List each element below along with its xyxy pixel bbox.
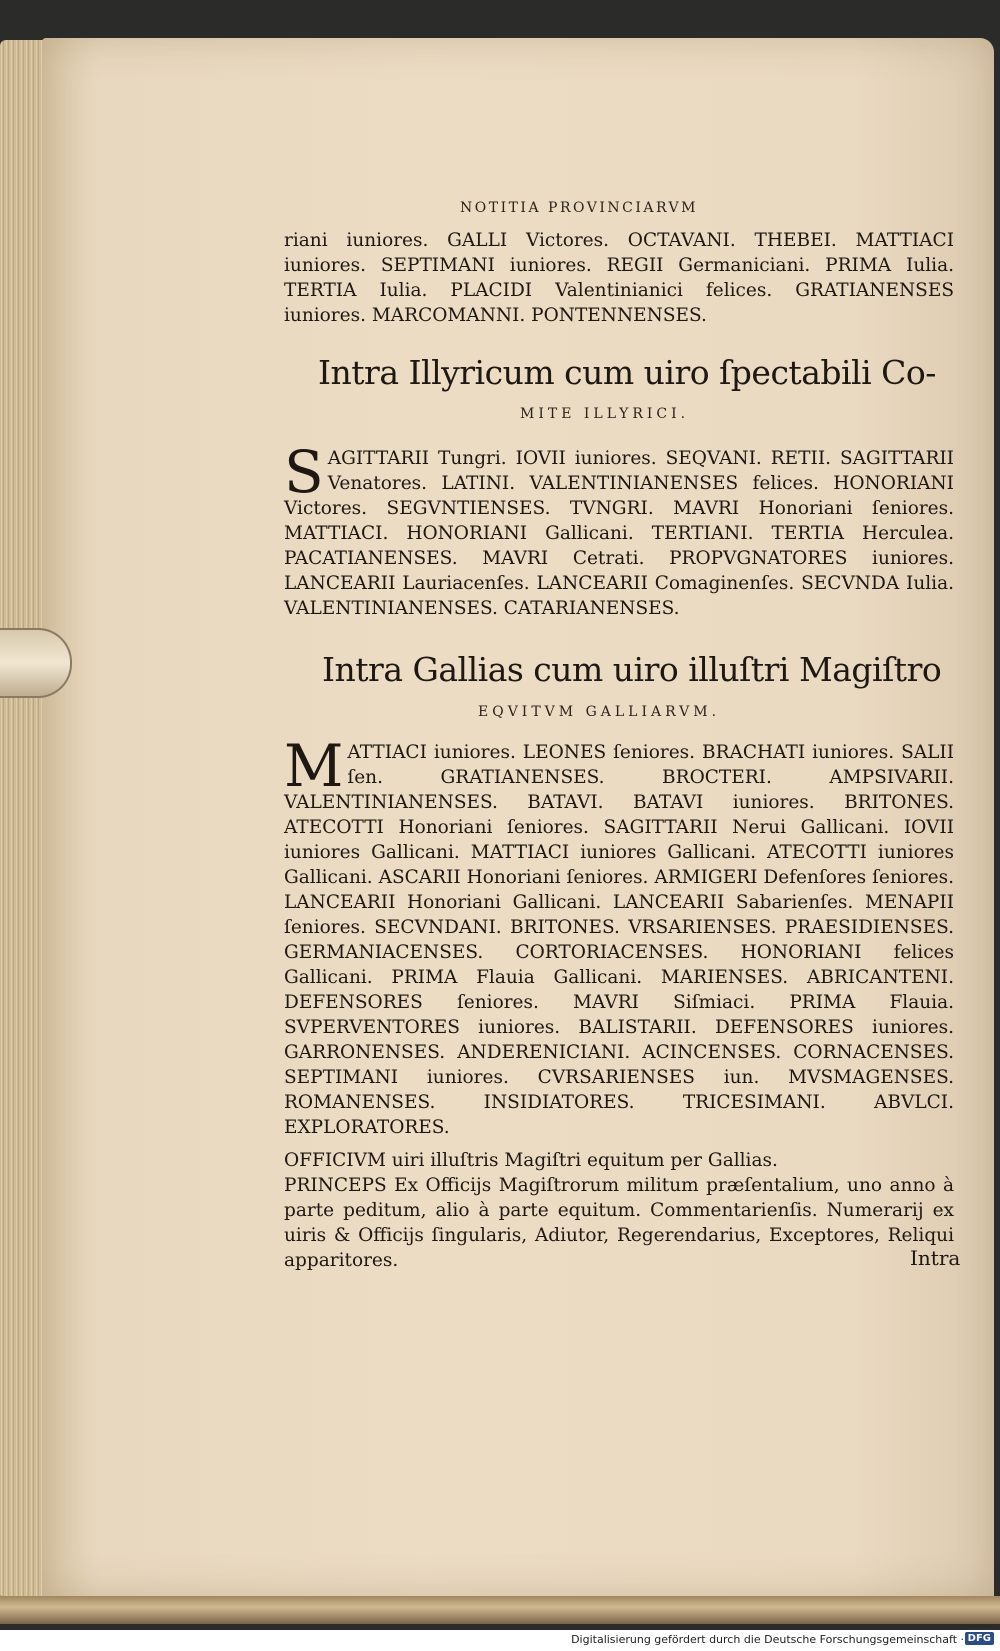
drop-cap-s: S bbox=[284, 438, 324, 506]
officium-line: OFFICIVM uiri illuſtris Magiſtri equitum per Gallias. bbox=[284, 1150, 778, 1171]
continuation-text-block bbox=[284, 228, 954, 328]
page-clip bbox=[0, 628, 72, 698]
footer-credit: Digitalisierung gefördert durch die Deutsche Forschungsgemeinschaft · bbox=[571, 1633, 964, 1646]
section-subheading-illyricum: MITE ILLYRICI. bbox=[520, 406, 690, 422]
continuation-text: riani iuniores. GALLI Victores. OCTAVANI. THEBEI. MATTIACI iuniores. SEPTIMANI iuniores. REGII Germaniciani. PRIMA Iulia. TERTIA Iulia. PLACIDI Valentinianici felices. GRATIANENSES iuniores. MARCOMANNI. PONTENNENSES. bbox=[284, 230, 954, 326]
illyricum-text-block bbox=[284, 438, 954, 621]
book-bottom-edge bbox=[0, 1596, 1000, 1624]
section-heading-gallias: Intra Gallias cum uiro illuſtri Magiſtro bbox=[322, 650, 942, 689]
gallias-units-text: ATTIACI iuniores. LEONES ſeniores. BRACHATI iuniores. SALII ſen. GRATIANENSES. BROCTERI. AMPSIVARII. VALENTINIANENSES. BATAVI. BATAVI iuniores. BRITONES. ATECOTTI Honoriani ſeniores. SAGITTARII Nerui Gallicani. IOVII iuniores Gallicani. MATTIACI iuniores Gallicani. ATECOTTI iuniores Gallicani. ASCARII Honoriani ſeniores. ARMIGERI Defenſores ſeniores. LANCEARII Honoriani Gallicani. LANCEARII Sabarienſes. MENAPII ſeniores. SECVNDANI. BRITONES. VRSARIENSES. PRAESIDIENSES. GERMANIACENSES. CORTORIACENSES. HONORIANI felices Gallicani. PRIMA Flauia Gallicani. MARIENSES. ABRICANTENI. DEFENSORES ſeniores. MAVRI Siſmiaci. PRIMA Flauia. SVPERVENTORES iuniores. BALISTARII. DEFENSORES iuniores. GARRONENSES. ANDERENICIANI. ACINCENSES. CORNACENSES. SEPTIMANI iuniores. CVRSARIENSES iun. MVSMAGENSES. ROMANENSES. INSIDIATORES. TRICESIMANI. ABVLCI. EXPLORATORES. bbox=[284, 742, 954, 1138]
gallias-text-block bbox=[284, 732, 954, 1273]
dfg-logo: DFG bbox=[965, 1632, 994, 1645]
drop-cap-m: M bbox=[284, 732, 344, 800]
princeps-text: PRINCEPS Ex Officijs Magiſtrorum militum præſentalium, uno anno à parte peditum, alio à parte equitum. Commentarienſis. Numerarij ex uiris & Officijs ſingularis, Adiutor, Regerendarius, Exceptores, Reliqui apparitores. bbox=[284, 1175, 954, 1271]
section-subheading-gallias: EQVITVM GALLIARVM. bbox=[478, 704, 721, 720]
section-heading-illyricum: Intra Illyricum cum uiro ſpectabili Co- bbox=[318, 353, 936, 392]
running-head: NOTITIA PROVINCIARVM bbox=[460, 200, 698, 216]
illyricum-units-text: AGITTARII Tungri. IOVII iuniores. SEQVANI. RETII. SAGITTARII Venatores. LATINI. VALENTINIANENSES felices. HONORIANI Victores. SEGVNTIENSES. TVNGRI. MAVRI Honoriani ſeniores. MATTIACI. HONORIANI Gallicani. TERTIANI. TERTIA Herculea. PACATIANENSES. MAVRI Cetrati. PROPVGNATORES iuniores. LANCEARII Lauriacenſes. LANCEARII Comaginenſes. SECVNDA Iulia. VALENTINIANENSES. CATARIANENSES. bbox=[284, 448, 954, 619]
catchword: Intra bbox=[910, 1246, 961, 1270]
